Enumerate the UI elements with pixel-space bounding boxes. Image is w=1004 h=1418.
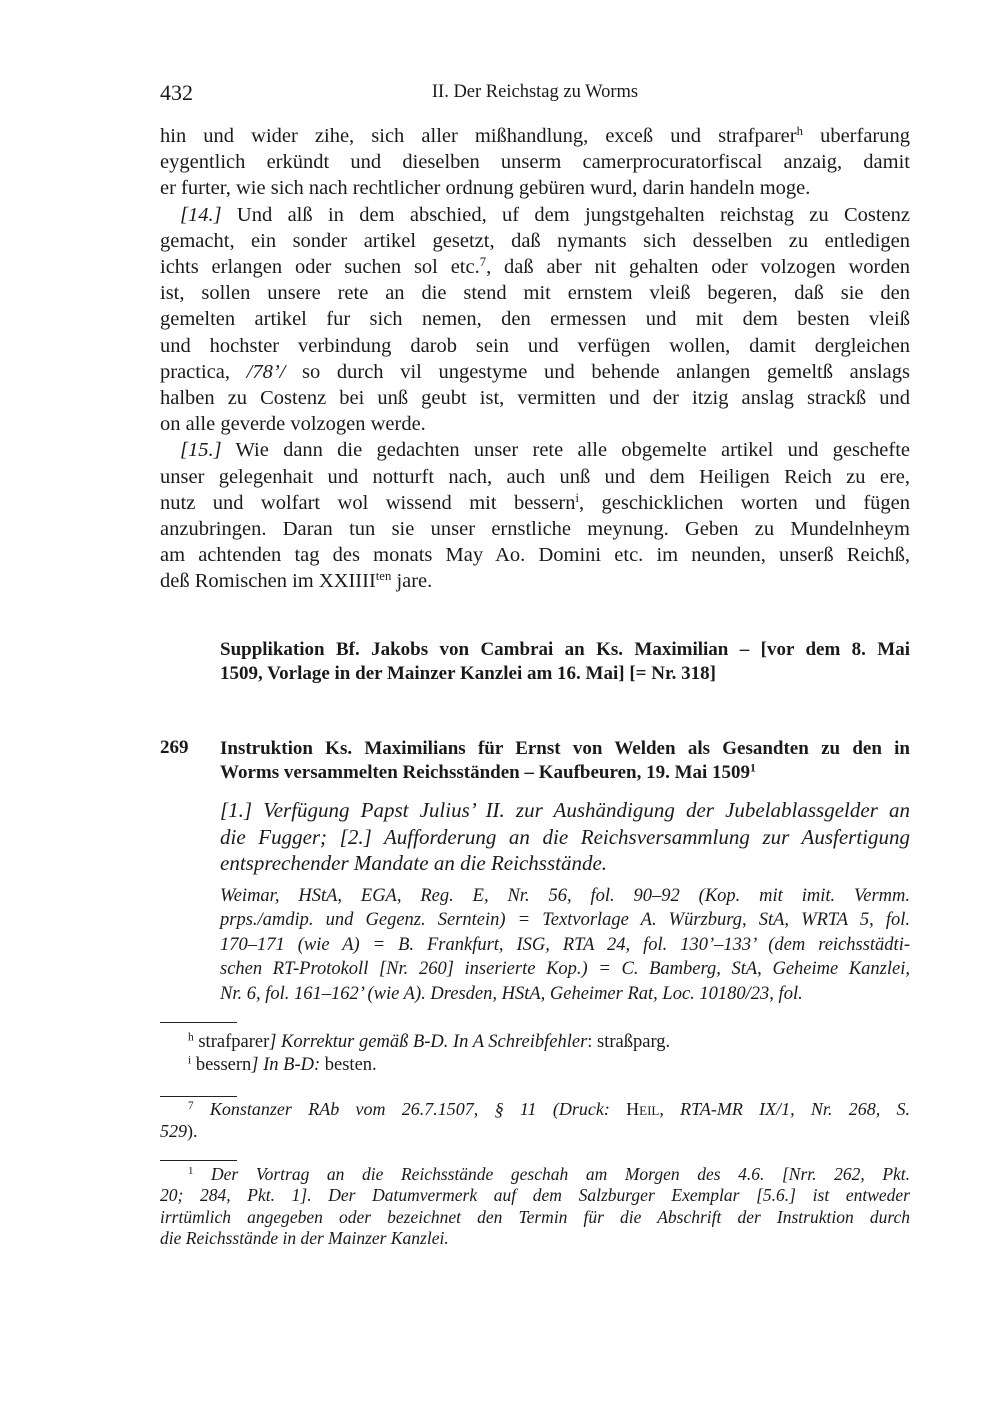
text-segment: Nr. 6, fol. 161–162’ (wie A). Dresden, HStA, Geheimer Rat, Loc. 10180/23, fol.	[220, 983, 803, 1004]
text-line	[220, 638, 910, 662]
text-segment: nutz und wolfart wol wissend mit bessern	[160, 491, 576, 514]
text-line	[160, 1164, 910, 1185]
text-segment: entsprechender Mandate an die Reichsstände.	[220, 851, 608, 875]
paragraph	[160, 1031, 910, 1054]
text-segment: die Fugger; [2.] Aufforderung an die Reichsversammlung zur Ausfertigung	[220, 824, 910, 849]
text-segment: [14.]	[180, 203, 222, 226]
text-segment: ] In B-D:	[251, 1055, 321, 1075]
text-segment: strafparer	[193, 1032, 270, 1052]
text-segment: : straßparg.	[587, 1032, 671, 1052]
text-segment: , geschicklichen worten und fügen	[578, 491, 910, 514]
text-line	[160, 542, 910, 568]
paragraph	[160, 1054, 910, 1077]
footnote-rule	[160, 1160, 237, 1161]
text-segment: ist, sollen unsere rete an die stend mit ernstem vleiß begeren, daß sie den	[160, 282, 910, 305]
document-title	[220, 737, 910, 785]
paragraph	[160, 1098, 910, 1142]
text-segment: eygentlich erkündt und dieselben unserm camerprocuratorfiscal anzaig, damit	[160, 151, 910, 174]
note-marker: i	[575, 490, 579, 505]
text-line	[160, 568, 910, 594]
text-segment: on alle geverde volzogen werde.	[160, 413, 426, 436]
text-line	[220, 824, 910, 851]
text-segment: er furter, wie sich nach rechtlicher ordnung gebüren wurd, darin handeln moge.	[160, 177, 811, 200]
footnote-7	[160, 1098, 910, 1142]
text-critical-notes	[160, 1031, 910, 1077]
text-segment: ] Korrektur gemäß B-D. In A Schreibfehler	[269, 1032, 588, 1052]
text-line	[220, 662, 910, 686]
text-line	[160, 464, 910, 490]
text-line	[220, 850, 910, 877]
note-marker: 7	[479, 255, 487, 270]
note-marker: h	[796, 124, 803, 139]
text-line	[160, 385, 910, 411]
paragraph	[160, 437, 910, 594]
text-line	[160, 1120, 910, 1142]
text-line	[160, 1054, 910, 1077]
document-sources	[220, 884, 910, 1006]
note-marker: i	[188, 1054, 192, 1067]
text-line	[160, 228, 910, 254]
text-line	[220, 761, 910, 785]
paragraph	[220, 737, 910, 785]
text-segment: Weimar, HStA, EGA, Reg. E, Nr. 56, fol. 90–92 (Kop. mit imit. Vermm.	[220, 886, 910, 906]
text-segment: [15.]	[180, 439, 222, 462]
text-segment: 170–171 (wie A) = B. Frankfurt, ISG, RTA 24, fol. 130’–133’ (dem reichsstädti-	[220, 934, 910, 955]
text-segment: irrtümlich angegeben oder bezeichnet den Termin für die Abschrift der Instruktion durch	[160, 1206, 910, 1227]
text-segment	[194, 1099, 210, 1119]
text-segment: prps./amdip. und Gegenz. Serntein) = Textvorlage A. Würzburg, StA, WRTA 5, fol.	[220, 910, 910, 931]
footnote-rule	[160, 1096, 237, 1097]
note-marker: 7	[188, 1099, 194, 1112]
text-line	[160, 175, 910, 201]
text-segment: Wie dann die gedachten unser rete alle obgemelte artikel und geschefte	[221, 439, 910, 462]
text-line	[160, 149, 910, 175]
text-segment: Worms versammelten Reichsständen – Kaufbeuren, 19. Mai 1509	[220, 762, 751, 783]
text-segment: so durch vil ungestyme und behende anlangen gemeltß anslags	[285, 360, 910, 383]
text-segment: , daß aber nit gehalten oder volzogen worden	[486, 256, 910, 279]
footnote-rule	[160, 1022, 237, 1023]
text-segment: bessern	[191, 1055, 252, 1075]
text-segment: halben zu Costenz bei unß geubt ist, vermitten und der itzig anslag strackß und	[160, 387, 910, 410]
paragraph	[220, 638, 910, 686]
supplication-heading	[220, 638, 910, 686]
text-segment: Instruktion Ks. Maximilians für Ernst von Welden als Gesandten zu den in	[220, 738, 910, 759]
text-line	[160, 254, 910, 280]
text-segment: deß Romischen im XXIIII	[160, 570, 376, 593]
text-segment: gemacht, ein sonder artikel gesetzt, daß nymants sich desselben zu entledigen	[160, 229, 910, 252]
text-line	[160, 123, 910, 149]
page-number: 432	[160, 80, 193, 105]
text-segment: Konstanzer RAb vom 26.7.1507, § 11 (Druck:	[209, 1099, 627, 1119]
text-segment: uberfarung	[802, 125, 910, 147]
paragraph	[220, 797, 910, 877]
text-segment: hin und wider zihe, sich aller mißhandlung, exceß und strafparer	[160, 125, 797, 147]
paragraph	[160, 1164, 910, 1249]
text-segment: ).	[187, 1121, 198, 1141]
text-line	[160, 516, 910, 542]
paragraph	[220, 884, 910, 1006]
text-segment: jare.	[391, 570, 433, 593]
text-segment: /78’/	[246, 360, 286, 383]
text-line	[160, 1185, 910, 1206]
text-segment: anzubringen. Daran tun sie unser ernstliche meynung. Geben zu Mundelnheym	[160, 518, 910, 541]
text-line	[160, 1228, 910, 1249]
text-segment: unser gelegenhait und notturft nach, auch unß und dem Heiligen Reich zu ere,	[160, 465, 910, 488]
note-marker: 1	[750, 761, 756, 775]
text-segment: 20; 284, Pkt. 1]. Der Datumvermerk auf dem Salzburger Exemplar [5.6.] ist entweder	[160, 1185, 910, 1206]
text-line	[160, 202, 910, 228]
text-segment: 1509, Vorlage in der Mainzer Kanzlei am 16. Mai] [= Nr. 318]	[220, 663, 716, 684]
text-line	[220, 797, 910, 824]
paragraph	[160, 202, 910, 438]
text-line	[160, 306, 910, 332]
text-segment: gemelten artikel fur sich nemen, den ermessen und mit dem besten vleiß	[160, 308, 910, 331]
text-line	[220, 957, 910, 981]
main-text	[160, 123, 910, 595]
text-segment: 529	[160, 1121, 187, 1141]
text-line	[160, 490, 910, 516]
text-segment: Heil	[626, 1099, 660, 1119]
footnote-1	[160, 1164, 910, 1249]
text-line	[160, 1031, 910, 1054]
text-segment: Und alß in dem abschied, uf dem jungstgehalten reichstag zu Costenz	[221, 203, 910, 226]
text-line	[160, 437, 910, 463]
note-marker: 1	[188, 1165, 194, 1178]
text-line	[160, 280, 910, 306]
text-segment: Supplikation Bf. Jakobs von Cambrai an Ks. Maximilian – [vor dem 8. Mai	[220, 639, 910, 660]
text-segment: und hochster verbindung darob sein und verfügen wollen, damit dergleichen	[160, 334, 910, 357]
text-line	[220, 982, 910, 1006]
text-segment: , RTA-MR IX/1, Nr. 268, S.	[659, 1099, 911, 1119]
paragraph	[160, 123, 910, 202]
text-segment: schen RT-Protokoll [Nr. 260] inserierte Kop.) = C. Bamberg, StA, Geheime Kanzlei,	[220, 959, 910, 980]
text-segment	[193, 1164, 211, 1184]
text-segment: die Reichsstände in der Mainzer Kanzlei.	[160, 1227, 449, 1248]
text-line	[160, 411, 910, 437]
text-segment: Der Vortrag an die Reichsstände geschah am Morgen des 4.6. [Nrr. 262, Pkt.	[211, 1164, 911, 1184]
text-line	[160, 359, 910, 385]
text-line	[160, 1098, 910, 1120]
text-line	[220, 884, 910, 908]
text-segment: am achtenden tag des monats May Ao. Domini etc. im neunden, unserß Reichß,	[160, 544, 910, 567]
text-line	[220, 737, 910, 761]
text-line	[220, 933, 910, 957]
running-head: II. Der Reichstag zu Worms	[431, 82, 639, 102]
text-line	[220, 908, 910, 932]
text-line	[160, 1207, 910, 1228]
note-marker: h	[188, 1031, 194, 1044]
text-segment: [1.] Verfügung Papst Julius’ II. zur Aushändigung der Jubelablassgelder an	[220, 798, 910, 822]
document-summary	[220, 797, 910, 877]
text-segment: ichts erlangen oder suchen sol etc.	[160, 256, 480, 279]
note-marker: ten	[375, 569, 392, 584]
text-line	[160, 333, 910, 359]
text-segment: besten.	[320, 1055, 377, 1075]
document-number: 269	[160, 737, 189, 758]
text-segment: practica,	[160, 360, 247, 383]
